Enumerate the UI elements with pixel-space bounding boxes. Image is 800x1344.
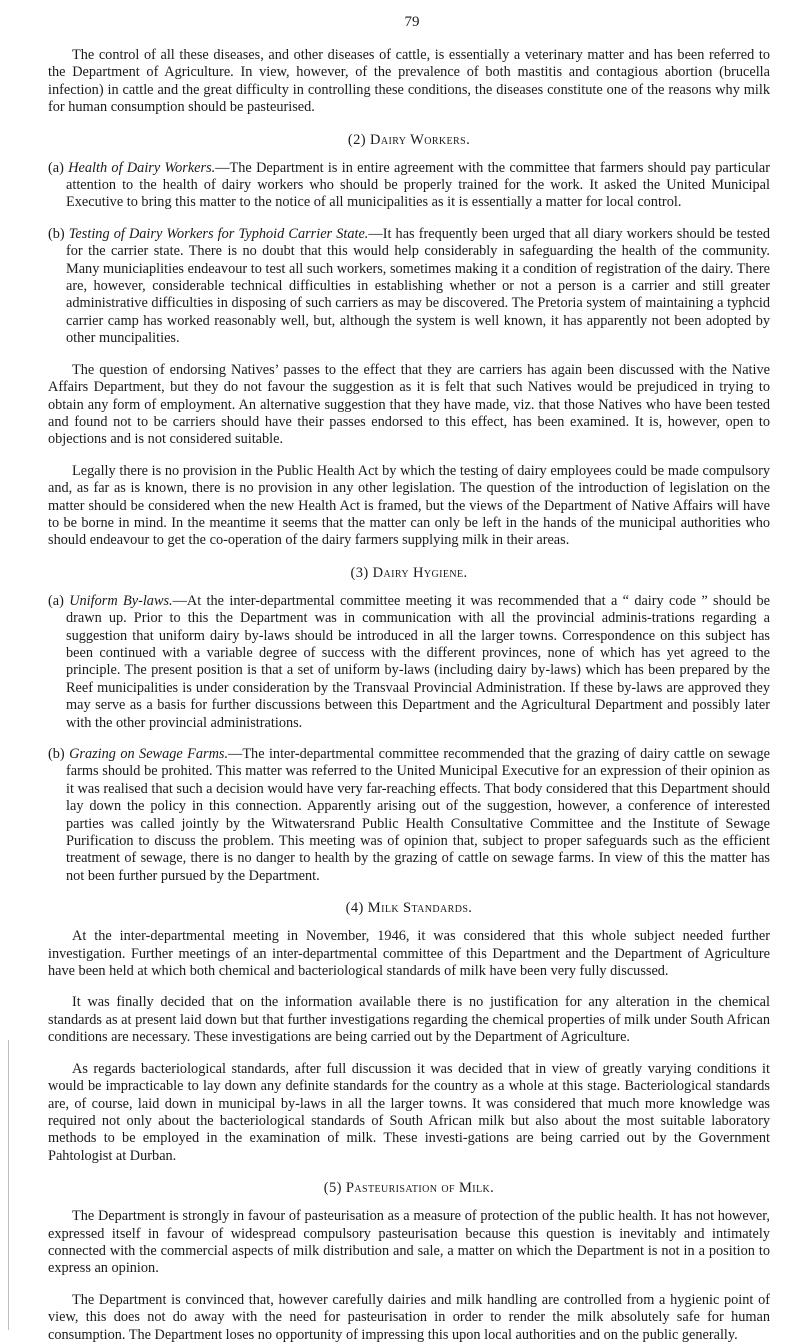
paragraph-further-investigation: At the inter-departmental meeting in November, 1946, it was considered that this whole subject needed further investigation. Further meetings of an inter-departmental committee of this Department and the Department of Agriculture have been held at which both chemical and bacteriological standards of milk have been very fully discussed.: [48, 928, 770, 980]
item-label: (a): [48, 592, 70, 609]
paragraph-pasteurisation-favour: The Department is strongly in favour of pasteurisation as a measure of protection of the public health. It has not however, expressed itself in favour of widespread compulsory pasteurisation because this question is inevitably and intimately connected with the commercial aspects of milk distribution and sale, a matter on which the Department is not in a position to express an opinion.: [48, 1208, 770, 1277]
item-lead: Uniform By-laws.: [69, 592, 173, 609]
section-heading: (2) Dairy Workers.: [347, 131, 471, 148]
section-heading: (3) Dairy Hygiene.: [350, 564, 468, 581]
item-lead: Health of Dairy Workers.: [68, 159, 216, 176]
item-label: (b): [48, 225, 69, 242]
item-grazing-on-sewage-farms: [48, 746, 770, 885]
section-pasteurisation: [48, 1180, 770, 1344]
item-text: —The Department is in entire agreement with the committee that farmers should pay particular attention to the health of dairy workers who should be properly trained for the work. It asked the United Municipal Executive to bring this matter to the notice of all municipalities as it is essentially a matter for local control.: [66, 159, 770, 211]
intro-paragraph: The control of all these diseases, and other diseases of cattle, is essentially a veterinary matter and has been referred to the Department of Agriculture. In view, however, of the prevalence of both mastitis and contagious abortion (brucella infection) in cattle and the great difficulty in controlling these conditions, the diseases constitute one of the reasons why milk for human consumption should be pasteurised.: [48, 47, 770, 116]
section-heading: (4) Milk Standards.: [345, 900, 473, 917]
paragraph-legal-provision: Legally there is no provision in the Public Health Act by which the testing of dairy employees could be made compulsory and, as far as is known, there is no provision in any other legislation. The question of the introduction of legislation on the matter should be considered when the new Health Act is framed, but the views of the Department of Native Affairs will have to be borne in mind. In the meantime it seems that the matter can only be left in the hands of the municipal authorities who should endeavour to get the co-operation of the dairy farmers supplying milk in their areas.: [48, 462, 770, 549]
paragraph-bacteriological-standards: As regards bacteriological standards, after full discussion it was decided that in view of greatly varying conditions it would be impracticable to lay down any definite standards for the country as a whole at this stage. Bacteriological standards are, of course, laid down in municipal by-laws in all the larger towns. It was considered that much more knowledge was required not only about the bacteriological standards of South African milk but also about the most suitable laboratory methods to be employed in the examination of milk. These investi-gations are being carried out by the Government Pahtologist at Durban.: [48, 1060, 770, 1164]
item-text: —It has frequently been urged that all diary workers should be tested for the carrier state. There is no doubt that this would help considerably in safeguarding the health of the community. Many municiaplities endeavour to test all such workers, sometimes making it a condition of registration of the dairy. There are, however, considerable technical difficulties in establishing whether or not a person is a carrier and still greater administrative difficulties in disposing of such carriers as may be discovered. The Pretoria system of maintaining a typhcid carrier camp has worked reasonably well, but, although the system is well known, it has apparently not been adopted by other muncipalities.: [66, 225, 770, 347]
section-heading: (5) Pasteurisation of Milk.: [323, 1180, 495, 1197]
item-lead: Grazing on Sewage Farms.: [69, 746, 229, 762]
item-lead: Testing of Dairy Workers for Typhoid Carrier State.: [68, 225, 369, 242]
item-text: —At the inter-departmental committee meeting it was recommended that a “ dairy code ” should be drawn up. Prior to this the Department was in communication with all the provincial adminis-trations regarding a suggestion that uniform dairy by-laws should be introduced in all the larger towns. Correspondence on this subject has been continued with a variable degree of success with the different provinces, none of which has yet agreed to the principle. The present position is that a set of uniform by-laws (including dairy by-laws) which has been prepared by the Reef municipalities is under consideration by the Transvaal Provincial Administration. If these by-laws are approved they may serve as a basis for further discussions between this Department and the Agricultural Department and possibly later with the other provincial administrations.: [66, 592, 770, 731]
paragraph-chemical-standards: It was finally decided that on the information available there is no justification for any alteration in the chemical standards as at present laid down but that further investigations regarding the chemical properties of milk under South African conditions are necessary. These investigations are being carried out by the Department of Agriculture.: [48, 994, 770, 1046]
page-number: 79: [404, 14, 420, 30]
item-label: (a): [48, 159, 69, 176]
scan-edge-line: [8, 1040, 9, 1330]
section-dairy-workers: [48, 132, 770, 550]
item-label: (b): [48, 746, 70, 762]
item-uniform-by-laws: [48, 593, 770, 732]
paragraph-pasteurisation-need: The Department is convinced that, however carefully dairies and milk handling are controlled from a hygienic point of view, this does not do away with the need for pasteurisation in order to render the milk absolutely safe for human consumption. The Department loses no opportunity of impressing this upon local authorities and on the public generally.: [48, 1291, 770, 1343]
paragraph-native-passes: The question of endorsing Natives’ passes to the effect that they are carriers has again been discussed with the Native Affairs Department, but they do not favour the suggestion as it is felt that such Natives would be prejudiced in trying to obtain any form of employment. An alternative suggestion that they have made, viz. that those Natives who have been tested and found not to be carriers should have their passes endorsed to this effect, has been examined. It is, however, open to objections and is not considered suitable.: [48, 361, 770, 448]
section-dairy-hygiene: [48, 565, 770, 886]
item-health-of-dairy-workers: [48, 160, 770, 212]
item-testing-dairy-workers: [48, 226, 770, 348]
item-text: —The inter-departmental committee recommended that the grazing of dairy cattle on sewage farms should be prohited. This matter was referred to the United Municipal Executive for an expression of their opinion as it was realised that such a decision would have very far-reaching effects. That body considered that this Department should lay down the policy in this connection. Apparently arising out of the suggestion, however, a conference of interested parties was called jointly by the Witwatersrand Public Health Consultative Committee and the Institute of Sewage Purification to discuss the problem. This meeting was of opinion that, subject to proper safeguards such as the efficient treatment of sewage, there is no danger to health by the grazing of cattle on sewage farms. In view of this the matter has not been further pursued by the Department.: [66, 746, 770, 884]
section-milk-standards: [48, 900, 770, 1165]
